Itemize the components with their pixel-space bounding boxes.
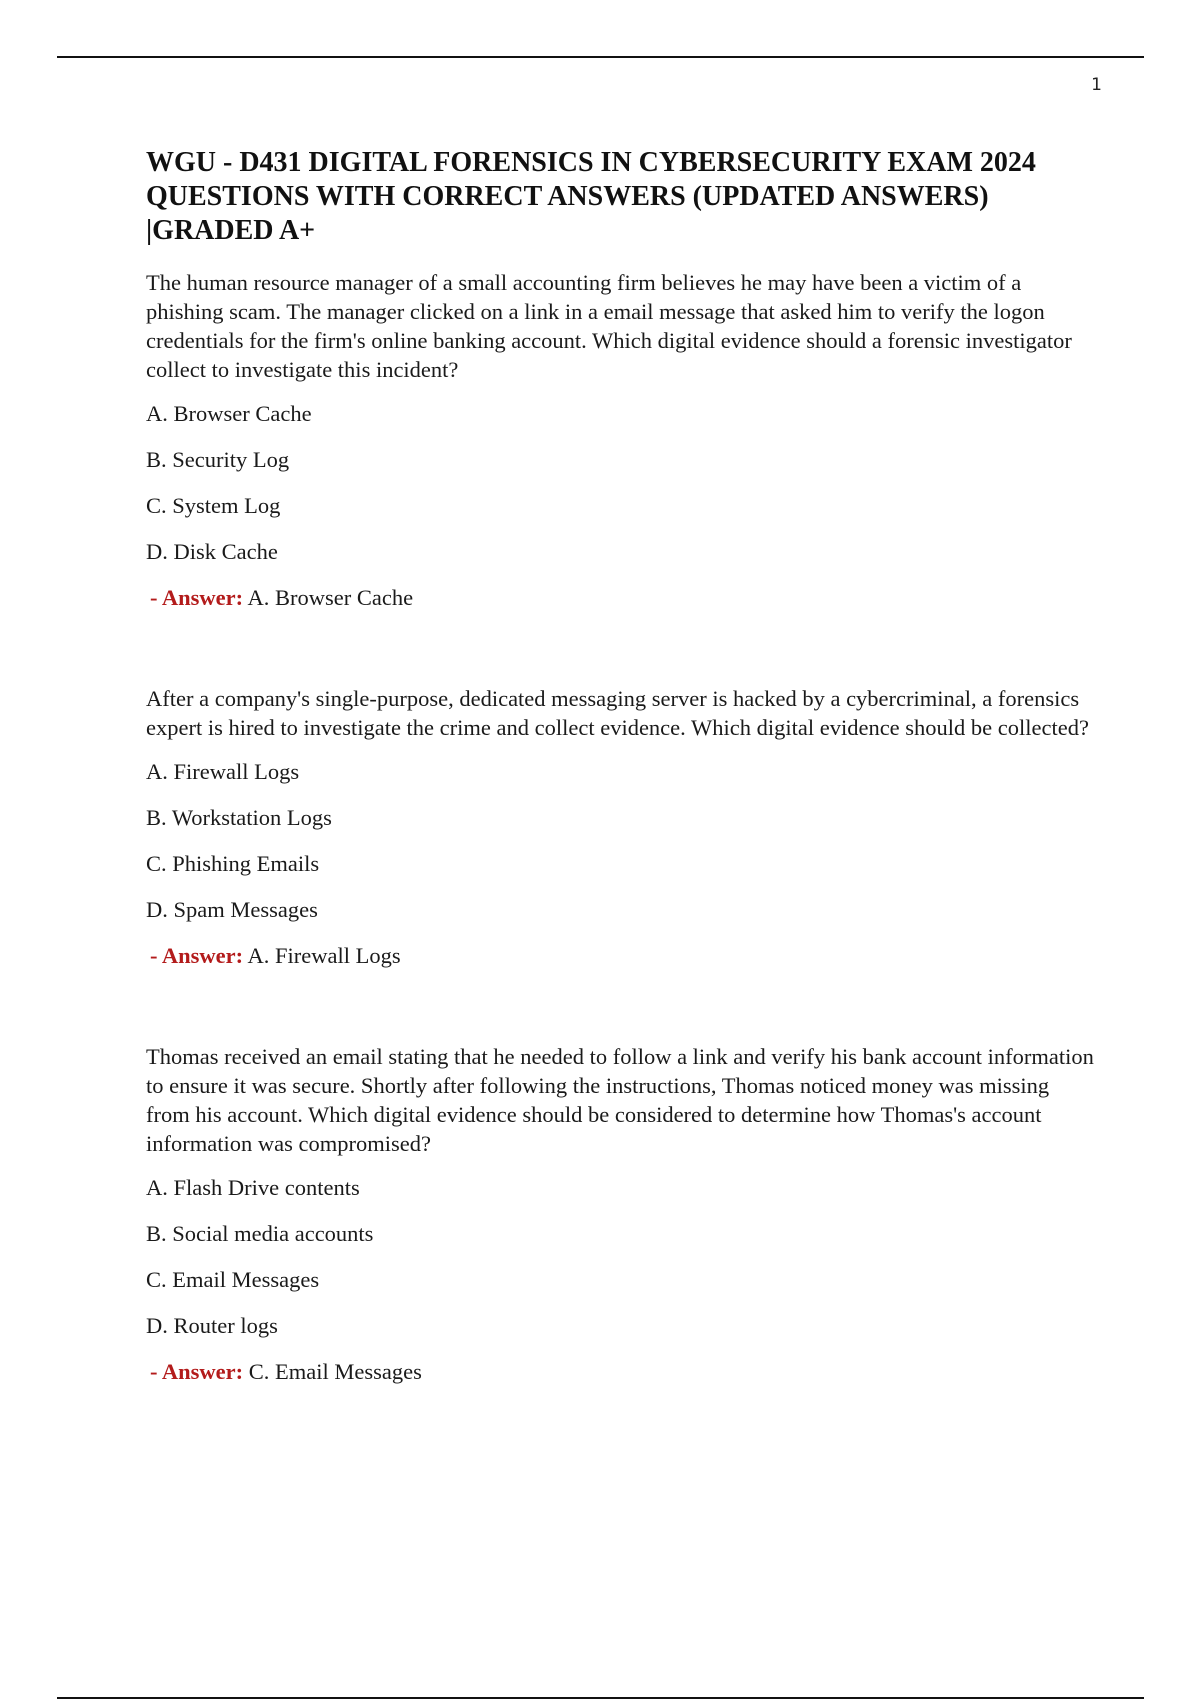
header-rule	[57, 56, 1144, 58]
question-text: Thomas received an email stating that he needed to follow a link and verify his bank account information to ensure it was secure. Shortly after following the instructions, Thomas noticed money was missing from his account. Which digital evidence should be considered to determine how Thomas's account information was compromised?	[146, 1044, 1094, 1156]
answer-value: C. Email Messages	[248, 1359, 422, 1384]
option-a: A. Flash Drive contents	[146, 1175, 360, 1200]
option-a: A. Browser Cache	[146, 401, 312, 426]
option-d: D. Spam Messages	[146, 897, 318, 922]
page-number: 1	[1091, 75, 1102, 95]
option-c: C. Email Messages	[146, 1267, 320, 1292]
answer-line	[146, 582, 1096, 614]
option-a: A. Firewall Logs	[146, 759, 300, 784]
question-text: The human resource manager of a small accounting firm believes he may have been a victim of a phishing scam. The manager clicked on a link in a email message that asked him to verify the logon credentials for the firm's online banking account. Which digital evidence should a forensic investigator collect to investigate this incident?	[146, 270, 1072, 382]
answer-label: - Answer:	[150, 943, 244, 968]
option-b: B. Workstation Logs	[146, 805, 332, 830]
answer-line	[146, 1356, 1096, 1388]
answer-value: A. Browser Cache	[247, 585, 414, 610]
document-title: WGU - D431 DIGITAL FORENSICS IN CYBERSECURITY EXAM 2024 QUESTIONS WITH CORRECT ANSWERS (UPDATED ANSWERS) |GRADED A+	[146, 147, 1036, 246]
option-b: B. Security Log	[146, 447, 290, 472]
answer-label: - Answer:	[150, 1359, 244, 1384]
option-d: D. Disk Cache	[146, 539, 278, 564]
option-c: C. Phishing Emails	[146, 851, 320, 876]
question-block	[146, 684, 1096, 972]
option-c: C. System Log	[146, 493, 281, 518]
answer-value: A. Firewall Logs	[247, 943, 401, 968]
option-b: B. Social media accounts	[146, 1221, 374, 1246]
question-block	[146, 268, 1096, 614]
footer-rule	[57, 1697, 1144, 1699]
question-text: After a company's single-purpose, dedicated messaging server is hacked by a cybercriminal, a forensics expert is hired to investigate the crime and collect evidence. Which digital evidence should be collected?	[146, 686, 1089, 740]
document-body	[146, 146, 1096, 1458]
question-block	[146, 1042, 1096, 1388]
answer-line	[146, 940, 1096, 972]
answer-label: - Answer:	[150, 585, 244, 610]
option-d: D. Router logs	[146, 1313, 278, 1338]
